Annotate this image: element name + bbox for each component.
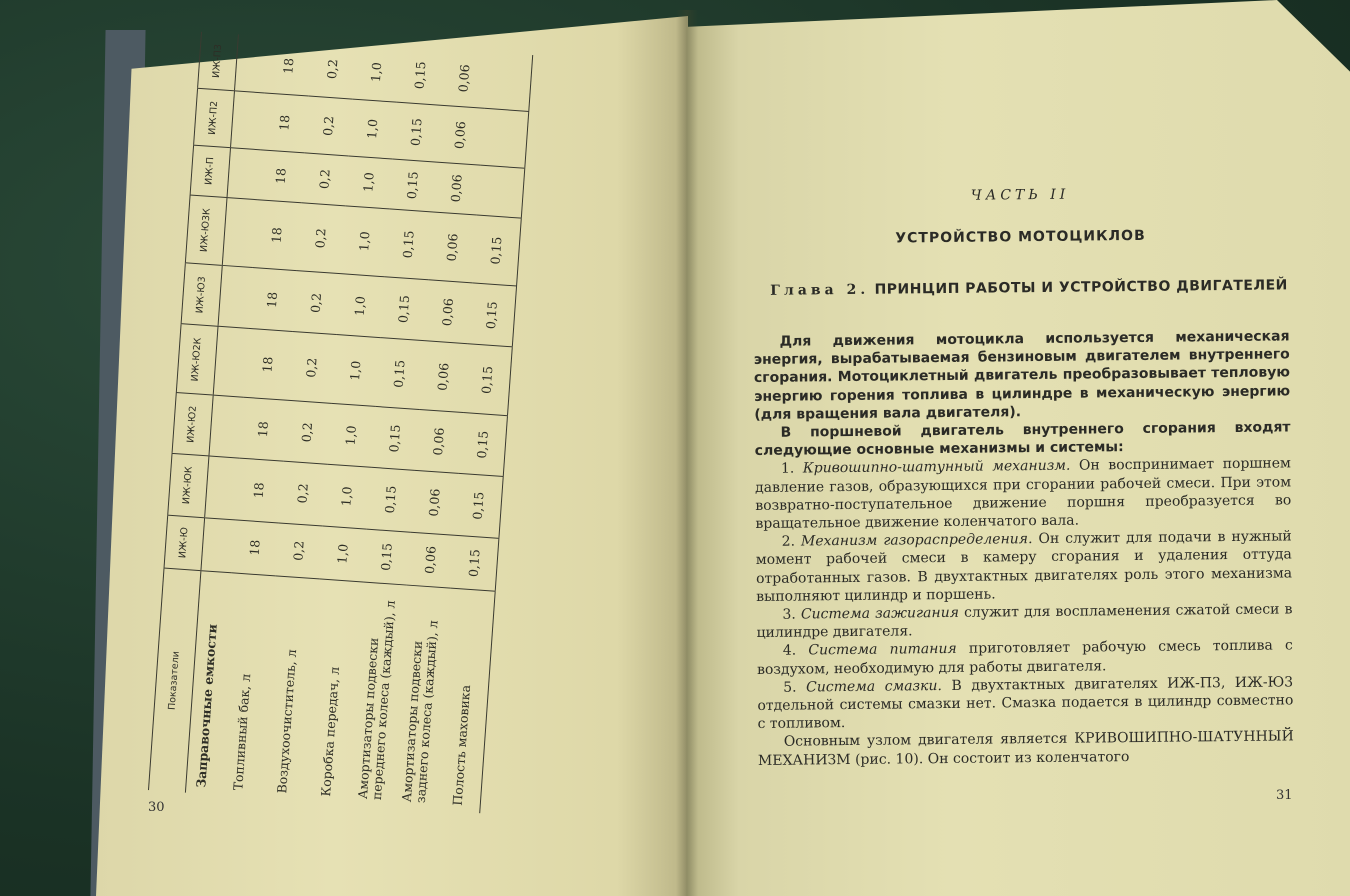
chapter-word: Глава 2. [770, 281, 870, 299]
cell: 0,06 [407, 532, 455, 588]
item-text: Он воспринимает поршнем давление газов, образующихся при сгорании рабочей смеси. При этом возвратно-поступательное движение поршня преобразуется во вращательное движение коленчатого вала. [755, 455, 1292, 532]
row-label: Полость маховика [449, 684, 473, 807]
cell: 1,0 [319, 526, 367, 582]
cell: 18 [239, 397, 287, 461]
cell: 0,2 [292, 271, 340, 335]
cell: 0,15 [371, 407, 419, 471]
cell: 0,2 [279, 461, 327, 526]
column-header: ИЖ-Ю [164, 515, 205, 571]
row-label: Амортизаторы подвески заднего колеса (каждый), л [398, 619, 441, 804]
cell: 0,15 [463, 344, 512, 416]
row-label: Коробка передач, л [317, 666, 342, 797]
cell: 0,15 [393, 102, 441, 162]
cell: 0,2 [305, 96, 353, 156]
cell: 0,15 [380, 277, 428, 341]
row-label: Топливный бак, л [230, 673, 254, 791]
item-term: Система смазки. [806, 677, 943, 696]
cell: 18 [261, 93, 309, 153]
cell: 0,15 [367, 467, 415, 532]
cell: 0,2 [297, 202, 346, 274]
item-text: Он служит для подачи в нужный момент рабочей смеси в камеру сгорания и удаления оттуда отработанных газов. В двухтактных двигателях роль этого механизма выполняют цилиндр и поршень. [755, 528, 1293, 605]
section-label: Заправочные емкости [193, 623, 220, 789]
cell: 0,06 [440, 49, 488, 108]
cell: 0,15 [472, 215, 521, 287]
cell: 18 [253, 199, 302, 271]
list-item-2: 2. Механизм газораспределения. Он служит для подачи в нужный момент рабочей смеси в камеру сгорания и удаления оттуда отработанных газов. В двухтактных двигателях роль этого механизма выполняют цилиндр и поршень. [755, 528, 1293, 605]
cell [480, 108, 528, 168]
column-header: ИЖ-Ю2К [176, 324, 218, 395]
column-header: Показатели [148, 568, 200, 793]
cell: 0,15 [363, 529, 411, 585]
cell: 0,2 [288, 332, 337, 404]
paragraph-last: Основным узлом двигателя является КРИВОШИПНО-ШАТУННЫЙ МЕХАНИЗМ (рис. 10). Он состоит из коленчатого [757, 728, 1294, 769]
spec-table [148, 32, 533, 813]
cell: 0,15 [375, 338, 424, 410]
list-item-5: 5. Система смазки. В двухтактных двигателях ИЖ-П3, ИЖ-Ю3 отдельной системы смазки нет. Смазка подается в цилиндр совместно с топливом. [757, 674, 1294, 733]
cell: 18 [265, 37, 313, 96]
cell: 0,2 [309, 40, 357, 99]
chapter-heading: ПРИНЦИП РАБОТЫ И УСТРОЙСТВО ДВИГАТЕЛЕЙ [874, 277, 1288, 298]
row-label: Воздухоочиститель, л [273, 648, 299, 794]
section-title: УСТРОЙСТВО МОТОЦИКЛОВ [895, 227, 1146, 247]
cell: 18 [244, 329, 293, 401]
item-term: Система питания [808, 641, 957, 659]
list-item-1: 1. Кривошипно-шатунный механизм. Он воспринимает поршнем давление газов, образующихся при сгорании рабочей смеси. При этом возвратно-поступательное движение поршня преобразуется во вращательное движение коленчатого вала. [755, 455, 1292, 532]
cell: 0,2 [275, 523, 323, 579]
cell: 0,06 [419, 341, 468, 413]
paragraph-intro: Для движения мотоцикла используется механическая энергия, вырабатываемая бензиновым двигателем внутреннего сгорания. Мотоциклетный двигатель преобразовывает тепловую энергию горения топлива в цилиндре в механическую энергию (для вращения вала двигателя). [753, 328, 1291, 423]
list-item-4: 4. Система питания приготовляет рабочую смесь топлива с воздухом, необходимую для работы двигателя. [756, 637, 1293, 678]
cell: 1,0 [336, 274, 384, 338]
item-term: Кривошипно-шатунный механизм. [802, 457, 1071, 477]
chapter-title [769, 276, 1289, 300]
cell [477, 165, 525, 218]
cell [484, 52, 532, 111]
column-header: ИЖ-ЮК [168, 453, 209, 517]
column-header: ИЖ-Ю2 [172, 393, 213, 456]
cell: 18 [248, 268, 296, 332]
cell: 18 [231, 519, 279, 575]
capacity-table [148, 32, 505, 809]
item-text: служит для воспламенения сжатой смеси в цилиндре двигателя. [756, 601, 1293, 642]
cell: 1,0 [340, 205, 389, 277]
column-header: ИЖ-П3 [198, 32, 239, 91]
cell: 0,06 [433, 162, 480, 215]
column-header: ИЖ-П [190, 145, 230, 197]
page-number-right: 31 [1276, 788, 1293, 803]
item-text: В двухтактных двигателях ИЖ-П3, ИЖ-Ю3 отдельной системы смазки нет. Смазка подается в цилиндр совместно с топливом. [757, 674, 1294, 733]
column-header: ИЖ-П2 [194, 88, 235, 147]
paragraph-systems: В поршневой двигатель внутреннего сгорания входят следующие основные механизмы и системы: [754, 419, 1291, 460]
column-header: ИЖ-Ю3К [185, 195, 227, 266]
item-term: Механизм газораспределения. [800, 531, 1033, 550]
cell: 1,0 [349, 99, 397, 159]
cell: 18 [235, 458, 283, 523]
cell: 0,15 [459, 413, 508, 477]
book-gutter [676, 10, 698, 896]
cell: 1,0 [323, 464, 371, 529]
cell: 0,06 [437, 105, 485, 165]
cell: 0,2 [301, 153, 348, 206]
list-item-3: 3. Система зажигания служит для воспламенения сжатой смеси в цилиндре двигателя. [756, 601, 1293, 642]
cell: 0,15 [468, 283, 517, 347]
cell: 1,0 [345, 156, 392, 209]
part-label: ЧАСТЬ II [970, 186, 1070, 204]
item-text: приготовляет рабочую смесь топлива с воздухом, необходимую для работы двигателя. [756, 637, 1293, 678]
cell: 0,06 [415, 410, 463, 474]
page-number-left: 30 [148, 800, 165, 815]
right-page-text [752, 184, 1294, 769]
cell: 0,15 [389, 159, 436, 212]
row-label: Амортизаторы подвески переднего колеса (каждый), л [354, 599, 398, 801]
cell: 0,15 [451, 535, 499, 591]
cell: 1,0 [331, 335, 380, 407]
cell: 0,2 [283, 400, 331, 464]
cell: 1,0 [353, 43, 401, 102]
cell: 0,06 [411, 470, 459, 535]
cell: 0,06 [424, 280, 472, 344]
item-term: Система зажигания [800, 604, 960, 623]
column-header: ИЖ-Ю3 [181, 263, 222, 326]
cell: 1,0 [327, 404, 375, 468]
cell: 0,15 [455, 473, 504, 538]
cell: 18 [257, 150, 304, 203]
cell: 0,15 [397, 46, 445, 105]
cell: 0,15 [384, 208, 433, 280]
cell: 0,06 [428, 212, 477, 284]
